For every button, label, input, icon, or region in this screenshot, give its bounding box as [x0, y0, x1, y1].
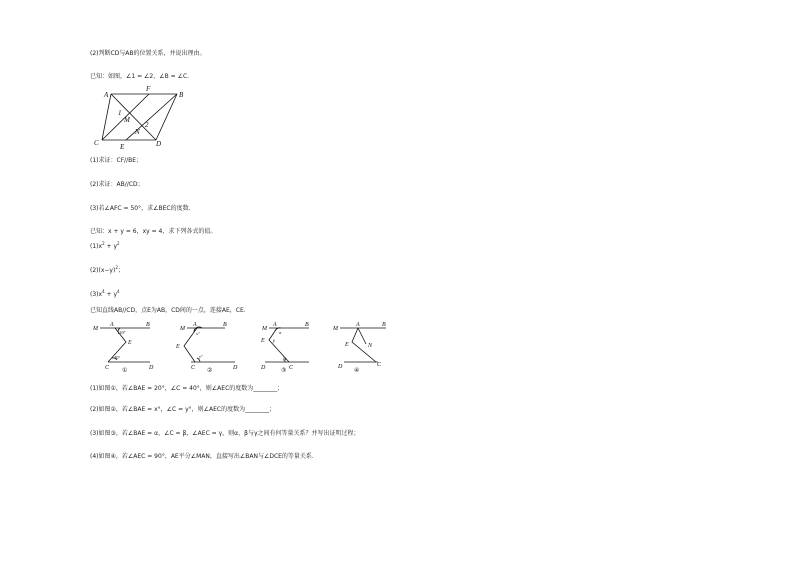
q2-expr1: $(1)x^2 + y^2$ — [90, 241, 120, 250]
q2-expr3: $(3)x^4 + y^4$ — [90, 289, 120, 298]
label-B: B — [179, 91, 184, 99]
fig4-C: C — [377, 362, 382, 368]
fig4-M: M — [333, 326, 338, 332]
fig3-B: B — [305, 322, 309, 328]
q2-expr2: $(2)(x-y)^2$； — [90, 265, 124, 274]
q2-given: 已知：x + y = 6，xy = 4，求下列各式的值。 — [90, 228, 217, 235]
label-2: 2 — [145, 121, 149, 129]
q3-sub2: (2)如图②，若∠BAE = x°，∠C = y°，则∠AEC的度数为________； — [90, 406, 276, 413]
fig4-D: D — [338, 364, 343, 370]
label-E: E — [120, 143, 125, 150]
fig1-E: E — [128, 340, 132, 346]
fig1-D: D — [149, 365, 154, 371]
q1-line: (2)判断CD与AB的位置关系，并说出理由。 — [90, 50, 206, 57]
fig2-C: C — [191, 365, 196, 371]
fig1-M: M — [93, 326, 98, 332]
q1-given: 已知：如图，∠1 = ∠2，∠B = ∠C． — [90, 73, 194, 80]
label-F: F — [146, 85, 151, 93]
q3-sub1: (1)如图①，若∠BAE = 20°，∠C = 40°，则∠AEC的度数为________； — [90, 385, 284, 392]
fig2-D: D — [233, 365, 238, 371]
fig1-angle-c: 40° — [114, 355, 121, 360]
figure-4 — [330, 320, 390, 372]
fig2-angle-c: y° — [199, 354, 203, 359]
label-D: D — [156, 140, 162, 148]
fig1-B: B — [146, 322, 150, 328]
label-C: C — [94, 139, 99, 147]
figure-3 — [255, 320, 319, 372]
label-N: N — [135, 128, 140, 136]
fig3-A: A — [273, 322, 277, 328]
fig1-A: A — [110, 322, 114, 328]
fig1-C: C — [105, 365, 110, 371]
fig1-number: ① — [122, 368, 128, 372]
fig2-angle-a: x° — [196, 331, 200, 336]
fig3-gamma: γ — [273, 339, 275, 344]
q3-sub4: (4)如图④，若∠AEC = 90°，AE平分∠MAN，直接写出∠BAN与∠DCE的等量关系. — [90, 453, 314, 460]
fig4-E: E — [345, 342, 349, 348]
fig3-beta: β — [283, 356, 286, 361]
q1-sub1: (1)求证：CF//BE； — [90, 157, 143, 164]
fig3-C: C — [289, 365, 294, 371]
fig2-E: E — [176, 344, 180, 350]
q3-sub3: (3)如图③，若∠BAE = α，∠C = β，∠AEC = γ，则α，β与γ之间有何等量关系？并写出证明过程； — [90, 430, 360, 437]
fig4-B: B — [382, 322, 386, 328]
q1-sub3: (3)若∠AFC = 50°，求∠BEC的度数. — [90, 205, 191, 212]
q3-given: 已知直线AB//CD，点E为AB，CD间的一点，连接AE，CE． — [90, 307, 250, 314]
parallelogram-figure — [92, 84, 188, 150]
figure-1 — [90, 320, 158, 372]
label-A: A — [104, 91, 109, 99]
q1-sub2: (2)求证：AB//CD； — [90, 181, 144, 188]
fig3-D: D — [261, 365, 266, 371]
figure-2 — [175, 320, 241, 372]
fig2-A: A — [193, 322, 197, 328]
fig3-M: M — [262, 326, 267, 332]
fig4-N: N — [368, 343, 373, 349]
fig1-angle-a: 120° — [117, 330, 126, 335]
fig2-M: M — [180, 326, 185, 332]
fig4-A: A — [356, 322, 360, 328]
label-1: 1 — [118, 109, 122, 117]
fig4-number: ④ — [354, 368, 360, 372]
label-M: M — [124, 116, 130, 124]
fig2-B: B — [223, 322, 227, 328]
fig3-number: ③ — [281, 368, 287, 372]
fig3-alpha: α — [279, 330, 282, 335]
fig2-number: ② — [207, 368, 213, 372]
fig3-E: E — [261, 338, 265, 344]
